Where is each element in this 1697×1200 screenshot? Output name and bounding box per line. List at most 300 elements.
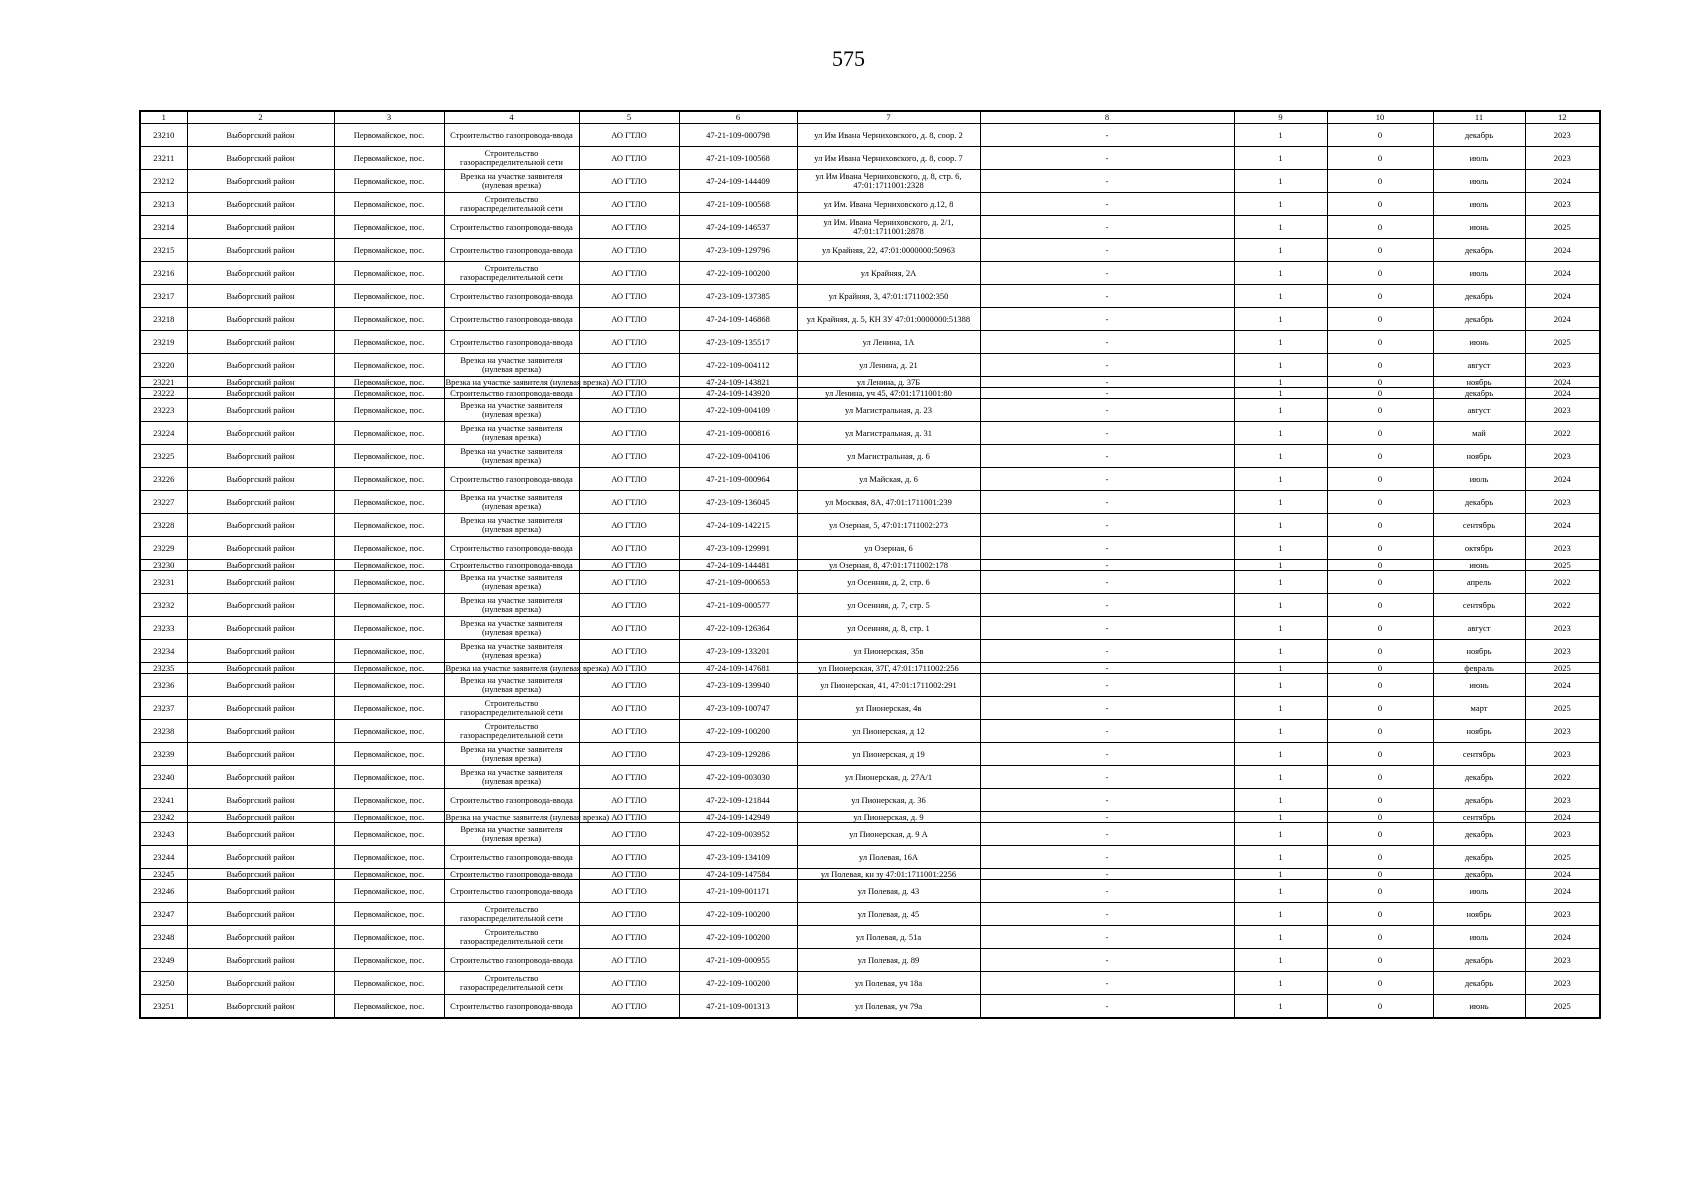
address-cell: ул Осенняя, д. 2, стр. 6 [797, 571, 980, 594]
code-cell: 47-23-109-100747 [679, 697, 797, 720]
year-cell: 2024 [1525, 239, 1600, 262]
year-cell: 2024 [1525, 926, 1600, 949]
code-cell: 47-22-109-121844 [679, 789, 797, 812]
settlement-cell: Первомайское, пос. [334, 262, 444, 285]
table-row [140, 743, 1600, 766]
row-number-cell: 23238 [140, 720, 187, 743]
column-header: 10 [1327, 111, 1433, 124]
col10-cell: 0 [1327, 903, 1433, 926]
settlement-cell: Первомайское, пос. [334, 388, 444, 399]
table-row [140, 377, 1600, 388]
col10-cell: 0 [1327, 170, 1433, 193]
code-cell: 47-23-109-129991 [679, 537, 797, 560]
work-type-cell: Врезка на участке заявителя (нулевая врезка) [444, 170, 579, 193]
address-cell: ул Москвая, 8А, 47:01:1711001:239 [797, 491, 980, 514]
year-cell: 2025 [1525, 331, 1600, 354]
col9-cell: 1 [1234, 239, 1327, 262]
address-cell: ул Пионерская, д 12 [797, 720, 980, 743]
table-row [140, 674, 1600, 697]
col10-cell: 0 [1327, 812, 1433, 823]
row-number-cell: 23233 [140, 617, 187, 640]
district-cell: Выборгский район [187, 560, 334, 571]
col10-cell: 0 [1327, 399, 1433, 422]
code-cell: 47-24-109-146537 [679, 216, 797, 239]
year-cell: 2025 [1525, 663, 1600, 674]
district-cell: Выборгский район [187, 239, 334, 262]
district-cell: Выборгский район [187, 514, 334, 537]
settlement-cell: Первомайское, пос. [334, 594, 444, 617]
work-type-cell: Врезка на участке заявителя (нулевая врезка) [444, 422, 579, 445]
row-number-cell: 23246 [140, 880, 187, 903]
organization-cell: АО ГТЛО [579, 354, 679, 377]
settlement-cell: Первомайское, пос. [334, 239, 444, 262]
organization-cell: АО ГТЛО [579, 926, 679, 949]
organization-cell: АО ГТЛО [579, 399, 679, 422]
column-header: 3 [334, 111, 444, 124]
col8-cell: - [980, 331, 1234, 354]
organization-cell: АО ГТЛО [579, 422, 679, 445]
col10-cell: 0 [1327, 239, 1433, 262]
organization-cell: АО ГТЛО [579, 594, 679, 617]
address-cell: ул Крайняя, д. 5, КН ЗУ 47:01:0000000:51388 [797, 308, 980, 331]
col9-cell: 1 [1234, 216, 1327, 239]
col9-cell: 1 [1234, 285, 1327, 308]
col8-cell: - [980, 720, 1234, 743]
col10-cell: 0 [1327, 377, 1433, 388]
year-cell: 2025 [1525, 697, 1600, 720]
settlement-cell: Первомайское, пос. [334, 285, 444, 308]
work-type-cell: Врезка на участке заявителя (нулевая врезка) [444, 766, 579, 789]
month-cell: декабрь [1433, 789, 1525, 812]
col10-cell: 0 [1327, 216, 1433, 239]
table-row [140, 308, 1600, 331]
row-number-cell: 23234 [140, 640, 187, 663]
code-cell: 47-21-109-001171 [679, 880, 797, 903]
code-cell: 47-22-109-004112 [679, 354, 797, 377]
month-cell: ноябрь [1433, 377, 1525, 388]
row-number-cell: 23232 [140, 594, 187, 617]
col8-cell: - [980, 514, 1234, 537]
col9-cell: 1 [1234, 697, 1327, 720]
year-cell: 2023 [1525, 537, 1600, 560]
work-type-cell: Строительство газораспределительной сети [444, 720, 579, 743]
code-cell: 47-21-109-000798 [679, 124, 797, 147]
col9-cell: 1 [1234, 170, 1327, 193]
work-type-cell: Врезка на участке заявителя (нулевая врезка) [445, 376, 610, 387]
address-cell: ул Полевая, д. 43 [797, 880, 980, 903]
table-row [140, 445, 1600, 468]
district-cell: Выборгский район [187, 972, 334, 995]
col10-cell: 0 [1327, 789, 1433, 812]
row-number-cell: 23221 [140, 377, 187, 388]
col8-cell: - [980, 903, 1234, 926]
table-header-row [140, 111, 1600, 124]
month-cell: июль [1433, 147, 1525, 170]
table-row [140, 926, 1600, 949]
row-number-cell: 23251 [140, 995, 187, 1019]
district-cell: Выборгский район [187, 663, 334, 674]
col8-cell: - [980, 926, 1234, 949]
organization-cell: АО ГТЛО [579, 720, 679, 743]
year-cell: 2024 [1525, 308, 1600, 331]
col8-cell: - [980, 422, 1234, 445]
column-header: 11 [1433, 111, 1525, 124]
district-cell: Выборгский район [187, 193, 334, 216]
code-cell: 47-21-109-000955 [679, 949, 797, 972]
row-number-cell: 23242 [140, 812, 187, 823]
month-cell: декабрь [1433, 308, 1525, 331]
code-cell: 47-24-109-142215 [679, 514, 797, 537]
settlement-cell: Первомайское, пос. [334, 720, 444, 743]
col10-cell: 0 [1327, 445, 1433, 468]
code-cell: 47-24-109-143920 [679, 388, 797, 399]
col8-cell: - [980, 766, 1234, 789]
address-cell: ул Майская, д. 6 [797, 468, 980, 491]
work-type-cell: Строительство газопровода-ввода [444, 216, 579, 239]
row-number-cell: 23217 [140, 285, 187, 308]
col9-cell: 1 [1234, 926, 1327, 949]
settlement-cell: Первомайское, пос. [334, 377, 444, 388]
work-type-cell: Врезка на участке заявителя (нулевая врезка) [444, 743, 579, 766]
table-row [140, 170, 1600, 193]
column-header: 1 [140, 111, 187, 124]
year-cell: 2024 [1525, 170, 1600, 193]
district-cell: Выборгский район [187, 617, 334, 640]
settlement-cell: Первомайское, пос. [334, 617, 444, 640]
organization-cell: АО ГТЛО [579, 640, 679, 663]
table-row [140, 262, 1600, 285]
work-type-cell: Строительство газопровода-ввода [444, 124, 579, 147]
month-cell: март [1433, 697, 1525, 720]
col8-cell: - [980, 147, 1234, 170]
code-cell: 47-22-109-004109 [679, 399, 797, 422]
col10-cell: 0 [1327, 674, 1433, 697]
col10-cell: 0 [1327, 617, 1433, 640]
address-cell: ул Ленина, уч 45, 47:01:1711001:80 [797, 388, 980, 399]
code-cell: 47-22-109-100200 [679, 720, 797, 743]
code-cell: 47-21-109-000964 [679, 468, 797, 491]
code-cell: 47-24-109-143821 [679, 377, 797, 388]
month-cell: декабрь [1433, 239, 1525, 262]
year-cell: 2023 [1525, 147, 1600, 170]
year-cell: 2023 [1525, 354, 1600, 377]
work-type-cell: Врезка на участке заявителя (нулевая врезка) [444, 594, 579, 617]
month-cell: декабрь [1433, 949, 1525, 972]
col10-cell: 0 [1327, 571, 1433, 594]
address-cell: ул Пионерская, 4в [797, 697, 980, 720]
table-row [140, 720, 1600, 743]
settlement-cell: Первомайское, пос. [334, 663, 444, 674]
month-cell: июнь [1433, 331, 1525, 354]
address-cell: ул Полевая, д. 89 [797, 949, 980, 972]
code-cell: 47-21-109-100568 [679, 147, 797, 170]
col9-cell: 1 [1234, 422, 1327, 445]
col9-cell: 1 [1234, 640, 1327, 663]
table-row [140, 640, 1600, 663]
settlement-cell: Первомайское, пос. [334, 468, 444, 491]
address-cell: ул Пионерская, д. 36 [797, 789, 980, 812]
month-cell: декабрь [1433, 285, 1525, 308]
settlement-cell: Первомайское, пос. [334, 422, 444, 445]
month-cell: декабрь [1433, 823, 1525, 846]
code-cell: 47-24-109-144481 [679, 560, 797, 571]
table-row [140, 766, 1600, 789]
code-cell: 47-23-109-137385 [679, 285, 797, 308]
row-number-cell: 23223 [140, 399, 187, 422]
settlement-cell: Первомайское, пос. [334, 640, 444, 663]
col8-cell: - [980, 239, 1234, 262]
organization-cell: АО ГТЛО [579, 949, 679, 972]
month-cell: сентябрь [1433, 743, 1525, 766]
month-cell: февраль [1433, 663, 1525, 674]
year-cell: 2024 [1525, 514, 1600, 537]
district-cell: Выборгский район [187, 697, 334, 720]
table-row [140, 147, 1600, 170]
settlement-cell: Первомайское, пос. [334, 124, 444, 147]
col8-cell: - [980, 640, 1234, 663]
col8-cell: - [980, 743, 1234, 766]
work-type-cell: Врезка на участке заявителя (нулевая врезка) [444, 823, 579, 846]
year-cell: 2025 [1525, 995, 1600, 1019]
col9-cell: 1 [1234, 388, 1327, 399]
settlement-cell: Первомайское, пос. [334, 308, 444, 331]
month-cell: июнь [1433, 216, 1525, 239]
code-cell: 47-21-109-000653 [679, 571, 797, 594]
address-cell: ул Им. Ивана Черниховского д.12, 8 [797, 193, 980, 216]
col8-cell: - [980, 846, 1234, 869]
col9-cell: 1 [1234, 903, 1327, 926]
address-cell: ул Ленина, д. 21 [797, 354, 980, 377]
col10-cell: 0 [1327, 537, 1433, 560]
col9-cell: 1 [1234, 789, 1327, 812]
column-header: 4 [444, 111, 579, 124]
row-number-cell: 23222 [140, 388, 187, 399]
work-type-cell: Врезка на участке заявителя (нулевая врезка) [444, 354, 579, 377]
col8-cell: - [980, 617, 1234, 640]
organization-cell: АО ГТЛО [579, 216, 679, 239]
district-cell: Выборгский район [187, 216, 334, 239]
year-cell: 2023 [1525, 193, 1600, 216]
work-type-cell: Строительство газопровода-ввода [444, 388, 579, 399]
month-cell: июль [1433, 193, 1525, 216]
col10-cell: 0 [1327, 331, 1433, 354]
address-cell: ул Полевая, д. 45 [797, 903, 980, 926]
work-type-cell: Строительство газораспределительной сети [444, 972, 579, 995]
address-cell: ул Пионерская, д. 27А/1 [797, 766, 980, 789]
district-cell: Выборгский район [187, 285, 334, 308]
col10-cell: 0 [1327, 640, 1433, 663]
row-number-cell: 23235 [140, 663, 187, 674]
row-number-cell: 23236 [140, 674, 187, 697]
month-cell: июнь [1433, 995, 1525, 1019]
col8-cell: - [980, 285, 1234, 308]
col9-cell: 1 [1234, 972, 1327, 995]
organization-cell: АО ГТЛО [579, 468, 679, 491]
code-cell: 47-23-109-139940 [679, 674, 797, 697]
district-cell: Выборгский район [187, 640, 334, 663]
row-number-cell: 23213 [140, 193, 187, 216]
district-cell: Выборгский район [187, 846, 334, 869]
month-cell: июль [1433, 926, 1525, 949]
district-cell: Выборгский район [187, 823, 334, 846]
work-type-cell: Строительство газопровода-ввода [444, 468, 579, 491]
row-number-cell: 23220 [140, 354, 187, 377]
col9-cell: 1 [1234, 354, 1327, 377]
year-cell: 2022 [1525, 422, 1600, 445]
row-number-cell: 23231 [140, 571, 187, 594]
year-cell: 2025 [1525, 846, 1600, 869]
address-cell: ул Крайняя, 22, 47:01:0000000:50963 [797, 239, 980, 262]
col9-cell: 1 [1234, 537, 1327, 560]
address-cell: ул Пионерская, д. 9 А [797, 823, 980, 846]
col10-cell: 0 [1327, 193, 1433, 216]
code-cell: 47-24-109-144409 [679, 170, 797, 193]
work-type-cell: Строительство газораспределительной сети [444, 147, 579, 170]
col8-cell: - [980, 216, 1234, 239]
organization-cell: АО ГТЛО [579, 697, 679, 720]
col8-cell: - [980, 560, 1234, 571]
address-cell: ул Магистральная, д. 23 [797, 399, 980, 422]
col8-cell: - [980, 697, 1234, 720]
col9-cell: 1 [1234, 560, 1327, 571]
work-type-cell: Строительство газопровода-ввода [444, 789, 579, 812]
month-cell: ноябрь [1433, 720, 1525, 743]
month-cell: июль [1433, 170, 1525, 193]
table-row [140, 422, 1600, 445]
code-cell: 47-24-109-147584 [679, 869, 797, 880]
settlement-cell: Первомайское, пос. [334, 846, 444, 869]
organization-cell: АО ГТЛО [579, 663, 679, 674]
month-cell: декабрь [1433, 869, 1525, 880]
code-cell: 47-23-109-129286 [679, 743, 797, 766]
district-cell: Выборгский район [187, 594, 334, 617]
organization-cell: АО ГТЛО [579, 170, 679, 193]
year-cell: 2024 [1525, 377, 1600, 388]
district-cell: Выборгский район [187, 674, 334, 697]
row-number-cell: 23241 [140, 789, 187, 812]
table-row [140, 663, 1600, 674]
row-number-cell: 23218 [140, 308, 187, 331]
col10-cell: 0 [1327, 308, 1433, 331]
month-cell: декабрь [1433, 124, 1525, 147]
settlement-cell: Первомайское, пос. [334, 903, 444, 926]
settlement-cell: Первомайское, пос. [334, 926, 444, 949]
district-cell: Выборгский район [187, 170, 334, 193]
row-number-cell: 23215 [140, 239, 187, 262]
organization-cell: АО ГТЛО [579, 377, 679, 388]
district-cell: Выборгский район [187, 571, 334, 594]
district-cell: Выборгский район [187, 995, 334, 1019]
code-cell: 47-22-109-100200 [679, 972, 797, 995]
row-number-cell: 23245 [140, 869, 187, 880]
organization-cell: АО ГТЛО [579, 445, 679, 468]
settlement-cell: Первомайское, пос. [334, 571, 444, 594]
year-cell: 2024 [1525, 880, 1600, 903]
district-cell: Выборгский район [187, 377, 334, 388]
month-cell: июль [1433, 880, 1525, 903]
address-cell: ул Им Ивана Черниховского, д. 8, стр. 6, 47:01:1711001:2328 [797, 170, 980, 193]
month-cell: август [1433, 399, 1525, 422]
col8-cell: - [980, 995, 1234, 1019]
organization-cell: АО ГТЛО [579, 880, 679, 903]
year-cell: 2024 [1525, 674, 1600, 697]
month-cell: декабрь [1433, 766, 1525, 789]
col8-cell: - [980, 949, 1234, 972]
table-row [140, 846, 1600, 869]
year-cell: 2024 [1525, 869, 1600, 880]
col10-cell: 0 [1327, 514, 1433, 537]
settlement-cell: Первомайское, пос. [334, 949, 444, 972]
col9-cell: 1 [1234, 743, 1327, 766]
organization-cell: АО ГТЛО [579, 789, 679, 812]
row-number-cell: 23210 [140, 124, 187, 147]
column-header: 6 [679, 111, 797, 124]
col8-cell: - [980, 972, 1234, 995]
address-cell: ул Магистральная, д. 6 [797, 445, 980, 468]
year-cell: 2024 [1525, 812, 1600, 823]
district-cell: Выборгский район [187, 812, 334, 823]
row-number-cell: 23227 [140, 491, 187, 514]
work-type-cell: Строительство газопровода-ввода [444, 949, 579, 972]
col9-cell: 1 [1234, 445, 1327, 468]
month-cell: май [1433, 422, 1525, 445]
work-type-cell: Строительство газораспределительной сети [444, 697, 579, 720]
col10-cell: 0 [1327, 560, 1433, 571]
work-type-cell: Строительство газопровода-ввода [444, 846, 579, 869]
settlement-cell: Первомайское, пос. [334, 491, 444, 514]
col8-cell: - [980, 262, 1234, 285]
row-number-cell: 23214 [140, 216, 187, 239]
col9-cell: 1 [1234, 995, 1327, 1019]
column-header: 5 [579, 111, 679, 124]
district-cell: Выборгский район [187, 766, 334, 789]
month-cell: июнь [1433, 674, 1525, 697]
table-row [140, 972, 1600, 995]
col8-cell: - [980, 674, 1234, 697]
district-cell: Выборгский район [187, 720, 334, 743]
organization-cell: АО ГТЛО [579, 674, 679, 697]
address-cell: ул Пионерская, 35в [797, 640, 980, 663]
row-number-cell: 23244 [140, 846, 187, 869]
col8-cell: - [980, 571, 1234, 594]
col10-cell: 0 [1327, 869, 1433, 880]
year-cell: 2022 [1525, 594, 1600, 617]
organization-cell: АО ГТЛО [579, 124, 679, 147]
organization-cell: АО ГТЛО [579, 972, 679, 995]
col10-cell: 0 [1327, 262, 1433, 285]
year-cell: 2025 [1525, 560, 1600, 571]
column-header: 9 [1234, 111, 1327, 124]
row-number-cell: 23239 [140, 743, 187, 766]
address-cell: ул Пионерская, 41, 47:01:1711002:291 [797, 674, 980, 697]
col8-cell: - [980, 377, 1234, 388]
code-cell: 47-23-109-134109 [679, 846, 797, 869]
code-cell: 47-22-109-100200 [679, 262, 797, 285]
settlement-cell: Первомайское, пос. [334, 331, 444, 354]
address-cell: ул Озерная, 6 [797, 537, 980, 560]
col8-cell: - [980, 445, 1234, 468]
col10-cell: 0 [1327, 491, 1433, 514]
address-cell: ул Им Ивана Черниховского, д. 8, соор. 7 [797, 147, 980, 170]
organization-cell: АО ГТЛО [579, 514, 679, 537]
col10-cell: 0 [1327, 422, 1433, 445]
address-cell: ул Пионерская, д. 9 [797, 812, 980, 823]
year-cell: 2023 [1525, 903, 1600, 926]
col8-cell: - [980, 823, 1234, 846]
col9-cell: 1 [1234, 812, 1327, 823]
month-cell: декабрь [1433, 491, 1525, 514]
address-cell: ул Полевая, 16А [797, 846, 980, 869]
